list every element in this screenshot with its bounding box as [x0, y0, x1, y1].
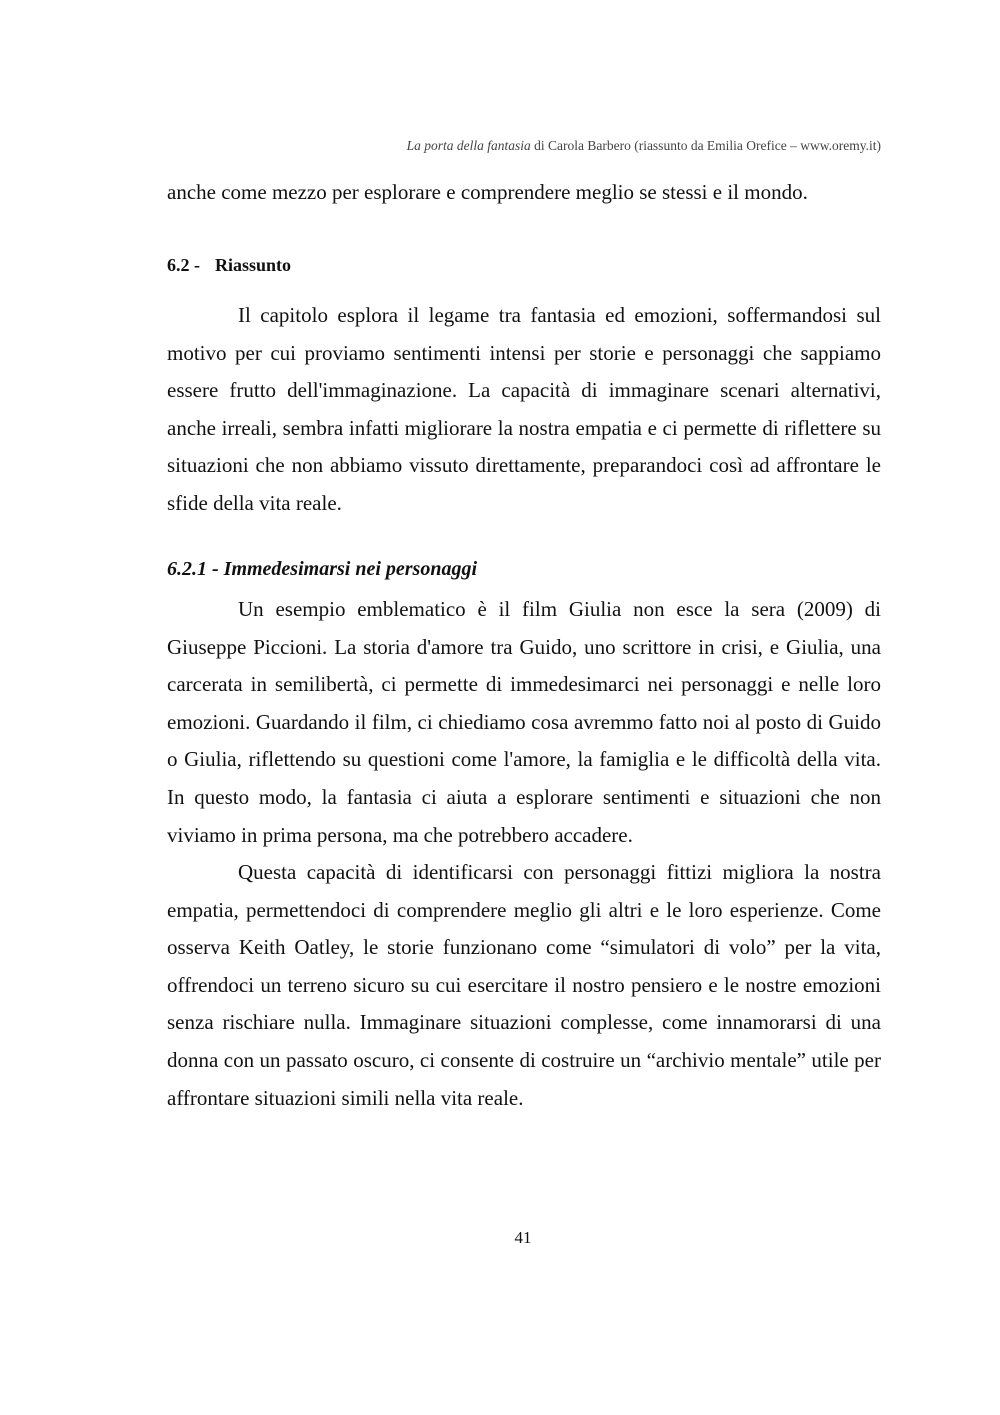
- section-title: Riassunto: [215, 255, 292, 275]
- continuation-paragraph: anche come mezzo per esplorare e comprendere meglio se stessi e il mondo.: [167, 180, 808, 204]
- running-header: [407, 138, 881, 154]
- subsection-paragraph-1: Un esempio emblematico è il film Giulia non esce la sera (2009) di Giuseppe Piccioni. La storia d'amore tra Guido, uno scrittore in crisi, e Giulia, una carcerata in semilibertà, ci permette di immedesimarci nei personaggi e nelle loro emozioni. Guardando il film, ci chiediamo cosa avremmo fatto noi al posto di Guido o Giulia, riflettendo su questioni come l'amore, la famiglia e le difficoltà della vita. In questo modo, la fantasia ci aiuta a esplorare sentimenti e situazioni che non viviamo in prima persona, ma che potrebbero accadere.: [167, 597, 881, 847]
- section-number: 6.2 -: [167, 255, 200, 275]
- section-paragraph: Il capitolo esplora il legame tra fantasia ed emozioni, soffermandosi sul motivo per cui proviamo sentimenti intensi per storie e personaggi che sappiamo essere frutto dell'immaginazione. La capacità di immaginare scenari alternativi, anche irreali, sembra infatti migliorare la nostra empatia e ci permette di riflettere su situazioni che non abbiamo vissuto direttamente, preparandoci così ad affrontare le sfide della vita reale.: [167, 303, 881, 515]
- section-heading: [167, 255, 291, 276]
- page-number: 41: [514, 1228, 532, 1247]
- book-title: La porta della fantasia: [406, 138, 531, 153]
- subsection-paragraph-2: Questa capacità di identificarsi con personaggi fittizi migliora la nostra empatia, permettendoci di comprendere meglio gli altri e le loro esperienze. Come osserva Keith Oatley, le storie funzionano come “simulatori di volo” per la vita, offrendoci un terreno sicuro su cui esercitare il nostro pensiero e le nostre emozioni senza rischiare nulla. Immaginare situazioni complesse, come innamorarsi di una donna con un passato oscuro, ci consente di costruire un “archivio mentale” utile per affrontare situazioni simili nella vita reale.: [167, 860, 881, 1110]
- subsection-heading: 6.2.1 - Immedesimarsi nei personaggi: [167, 558, 478, 580]
- header-attribution: di Carola Barbero (riassunto da Emilia Orefice – www.oremy.it): [530, 138, 881, 153]
